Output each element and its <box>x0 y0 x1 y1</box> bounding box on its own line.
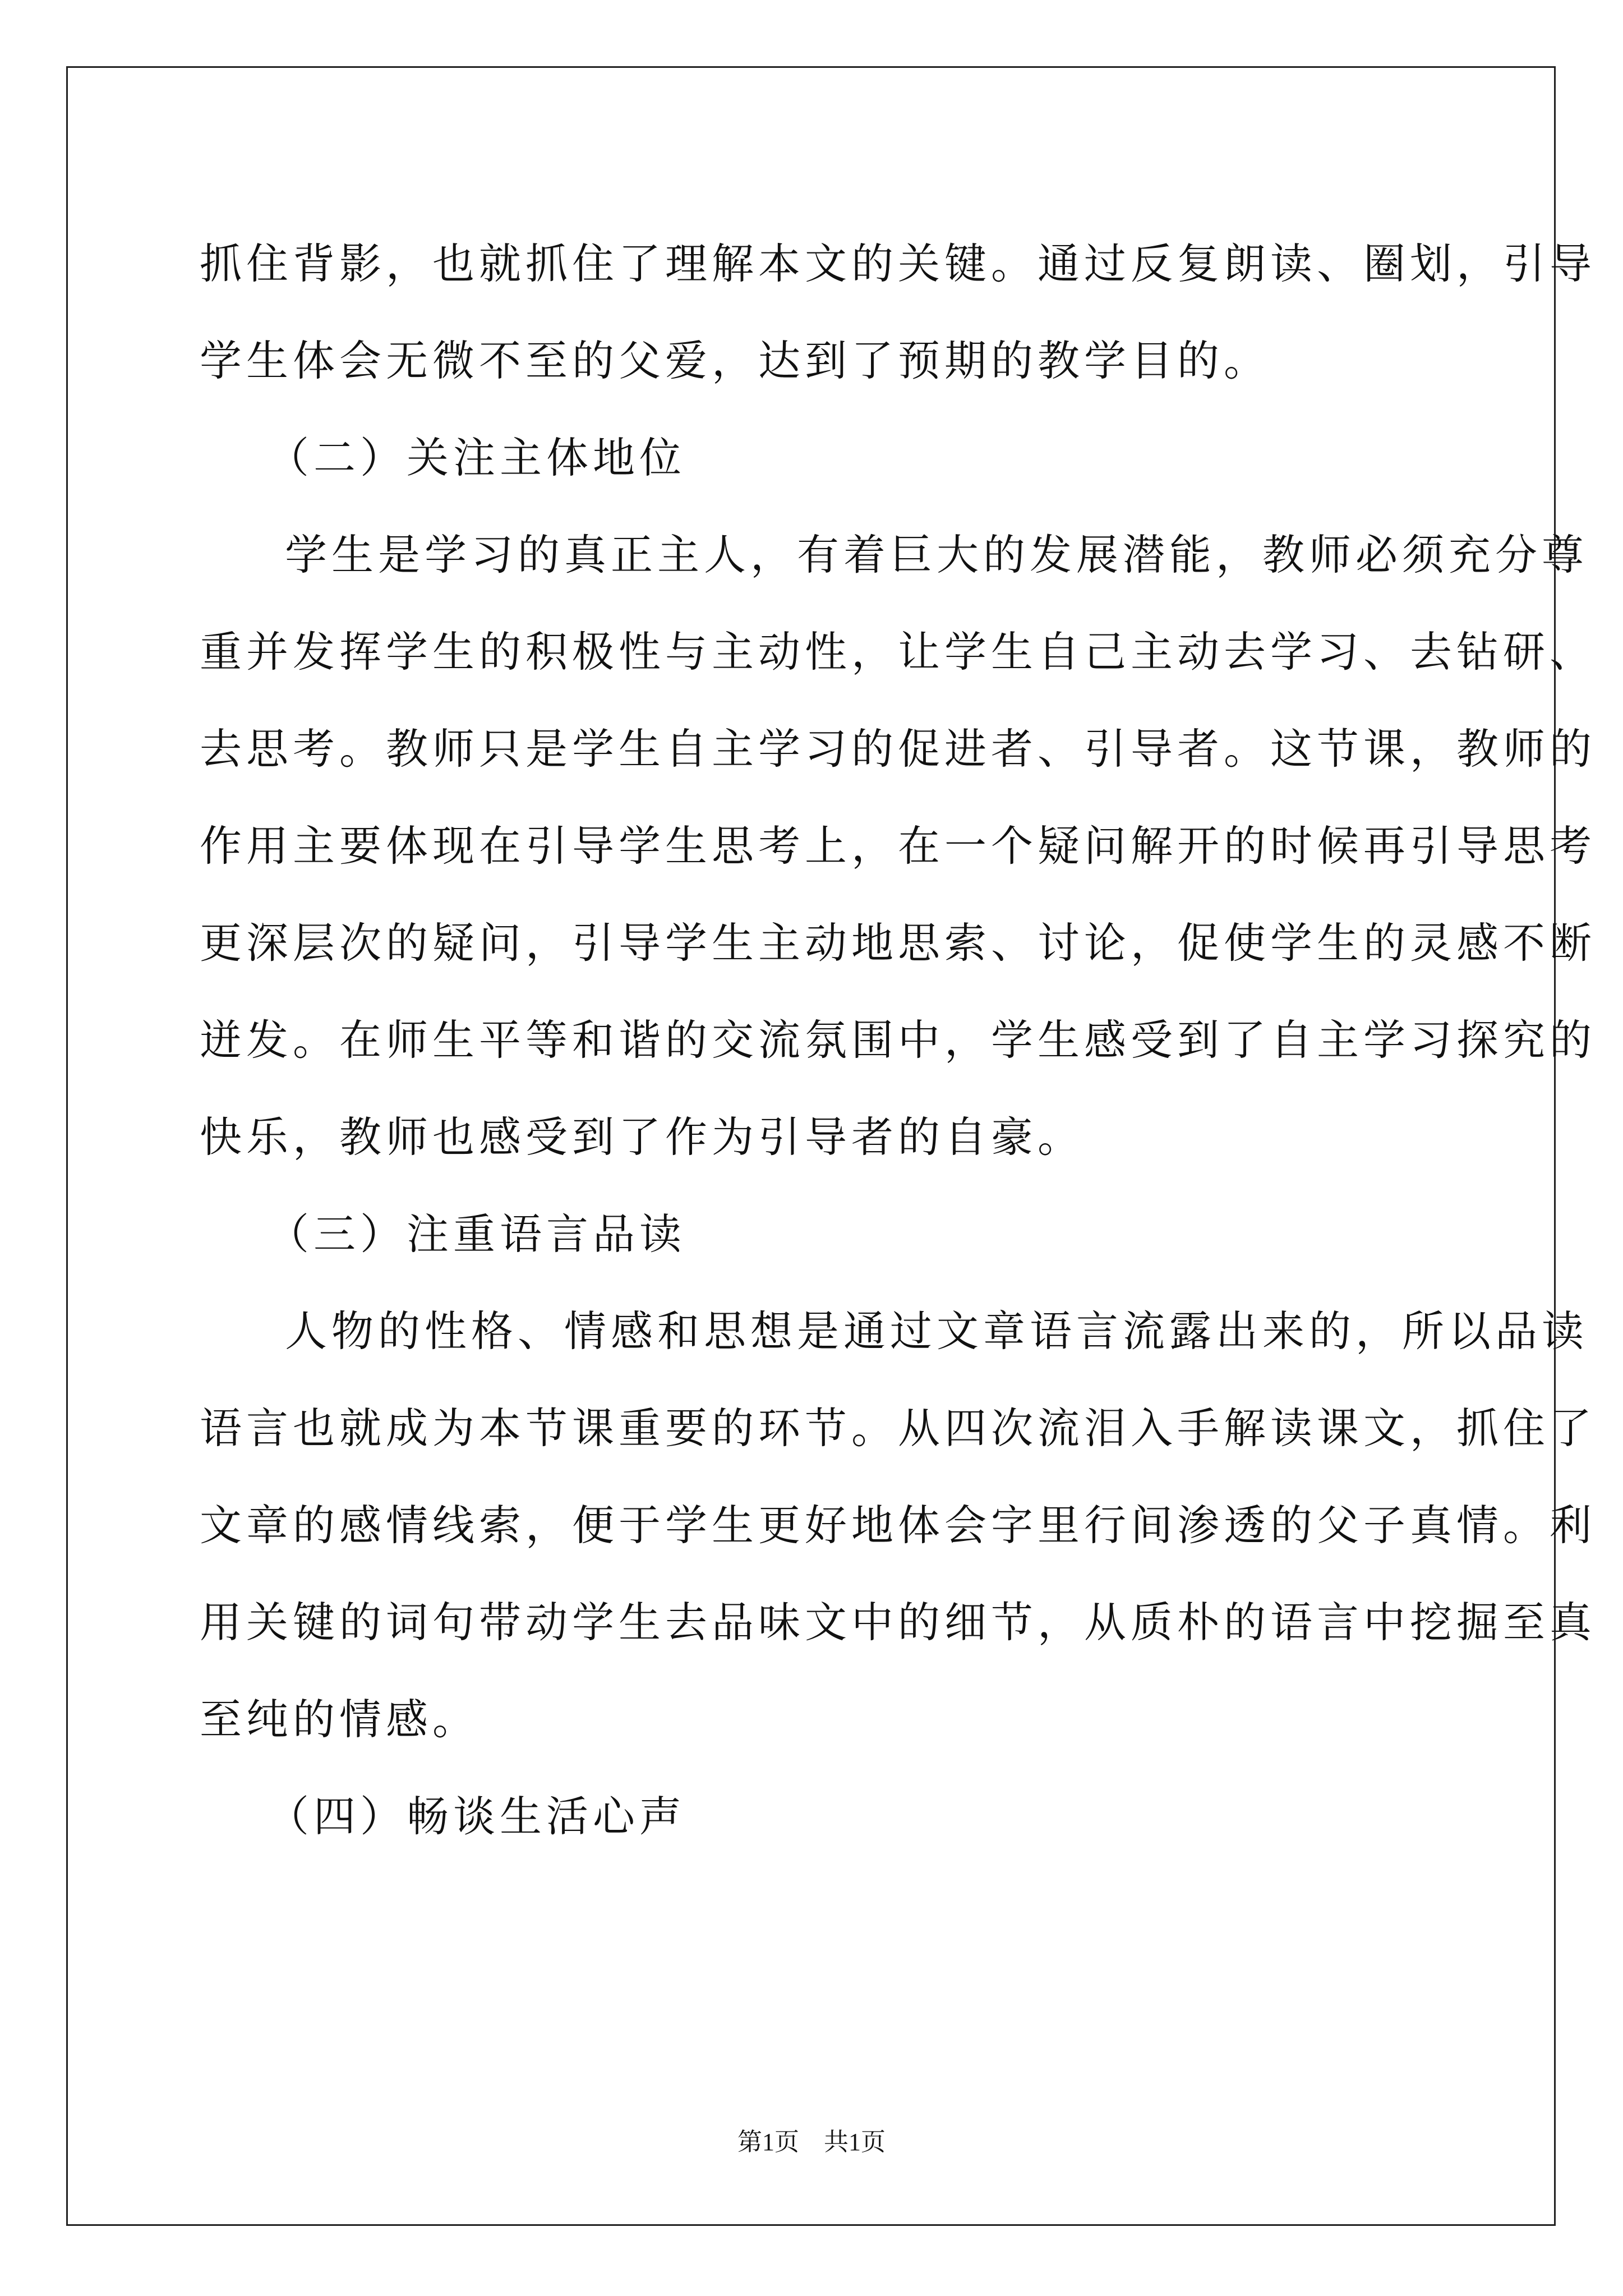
paragraph-line: 用关键的词句带动学生去品味文中的细节，从质朴的语言中挖掘至真 <box>200 1598 1597 1647</box>
paragraph-line: 快乐，教师也感受到了作为引导者的自豪。 <box>200 1112 1085 1162</box>
paragraph-line: 抓住背影，也就抓住了理解本文的关键。通过反复朗读、圈划，引导 <box>200 239 1597 288</box>
paragraph-line: 至纯的情感。 <box>200 1695 479 1744</box>
document-body <box>200 215 1597 1865</box>
section-heading: （二）关注主体地位 <box>267 433 686 482</box>
paragraph-line: 作用主要体现在引导学生思考上，在一个疑问解开的时候再引导思考 <box>200 821 1597 871</box>
section-heading: （四）畅谈生活心声 <box>267 1792 686 1841</box>
paragraph-line: 迸发。在师生平等和谐的交流氛围中，学生感受到了自主学习探究的 <box>200 1015 1597 1065</box>
paragraph-line: 学生体会无微不至的父爱，达到了预期的教学目的。 <box>200 336 1271 385</box>
paragraph-line: 学生是学习的真正主人，有着巨大的发展潜能，教师必须充分尊 <box>285 530 1589 579</box>
section-heading: （三）注重语言品读 <box>267 1209 686 1259</box>
paragraph-line: 去思考。教师只是学生自主学习的促进者、引导者。这节课，教师的 <box>200 724 1597 774</box>
paragraph-line: 文章的感情线索，便于学生更好地体会字里行间渗透的父子真情。利 <box>200 1501 1597 1550</box>
paragraph-line: 更深层次的疑问，引导学生主动地思索、讨论，促使学生的灵感不断 <box>200 918 1597 968</box>
paragraph-line: 语言也就成为本节课重要的环节。从四次流泪入手解读课文，抓住了 <box>200 1404 1597 1453</box>
paragraph-line: 重并发挥学生的积极性与主动性，让学生自己主动去学习、去钻研、 <box>200 627 1597 677</box>
paragraph-line: 人物的性格、情感和思想是通过文章语言流露出来的，所以品读 <box>285 1306 1589 1356</box>
page-footer: 第1页 共1页 <box>737 2128 886 2156</box>
